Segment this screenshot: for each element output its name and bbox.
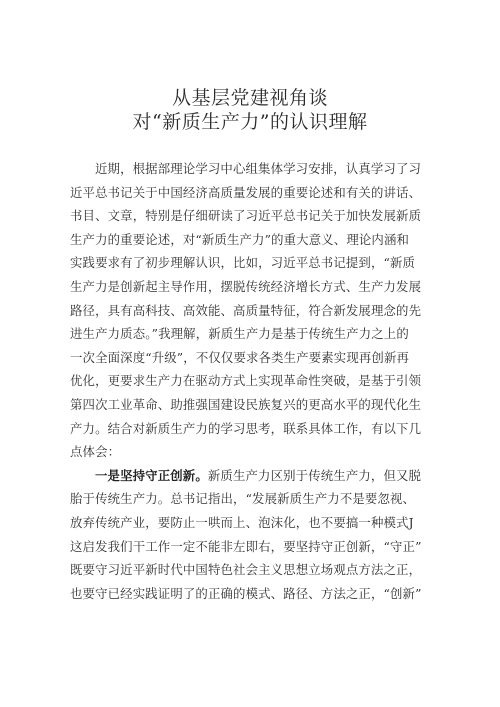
paragraph-innovation — [70, 464, 442, 606]
text-line: 一次全面深度“升级”，不仅仅要求各类生产要素实现再创新再 — [70, 349, 410, 365]
document-title — [0, 86, 500, 134]
text-line: 路径，具有高科技、高效能、高质量特征，符合新发展理念的先 — [70, 302, 422, 318]
text-line: 既要守习近平新时代中国特色社会主义思想立场观点方法之正， — [70, 562, 422, 578]
title-line-1: 从基层党建视角谈 — [171, 87, 328, 109]
paragraph-intro — [70, 157, 442, 464]
text-span: 新质生产力区别于传统生产力，但又脱 — [207, 467, 422, 483]
text-line: 优化，更要求生产力在驱动方式上实现革命性突破，是基于引领 — [70, 373, 422, 389]
text-line: 点体会： — [70, 444, 121, 460]
document-body — [70, 157, 442, 605]
text-line: 也要守已经实践证明了的正确的模式、路径、方法之正，“创新” — [70, 585, 422, 601]
text-line: 第四次工业革命、助推强国建设民族复兴的更高水平的现代化生 — [70, 396, 422, 412]
text-line — [70, 464, 442, 488]
text-line: 近期，根据部理论学习中心组集体学习安排，认真学习了习 — [95, 161, 422, 176]
text-line: 近平总书记关于中国经济高质量发展的重要论述和有关的讲话、 — [70, 184, 422, 200]
text-line: 实践要求有了初步理解认识，比如，习近平总书记提到，“新质 — [70, 255, 416, 271]
text-line: 进生产力质态。”我理解，新质生产力是基于传统生产力之上的 — [70, 326, 409, 342]
text-line: 生产力是创新起主导作用，摆脱传统经济增长方式、生产力发展 — [70, 278, 422, 294]
text-line: 胎于传统生产力。总书记指出，“发展新质生产力不是要忽视、 — [70, 491, 416, 507]
text-line: 放弃传统产业，要防止一哄而上、泡沫化，也不要搞一种模式J — [70, 514, 414, 530]
text-line: 书目、文章，特别是仔细研读了习近平总书记关于加快发展新质 — [70, 208, 422, 224]
section-heading: 一是坚持守正创新。 — [95, 467, 208, 483]
text-line: 这启发我们干工作一定不能非左即右，要坚持守正创新，“守正” — [70, 538, 422, 554]
text-line: 产力。结合对新质生产力的学习思考，联系具体工作，有以下几 — [70, 420, 422, 436]
text-line: 生产力的重要论述，对“新质生产力”的重大意义、理论内涵和 — [70, 231, 410, 247]
title-line-2: 对“新质生产力”的认识理解 — [132, 111, 368, 133]
